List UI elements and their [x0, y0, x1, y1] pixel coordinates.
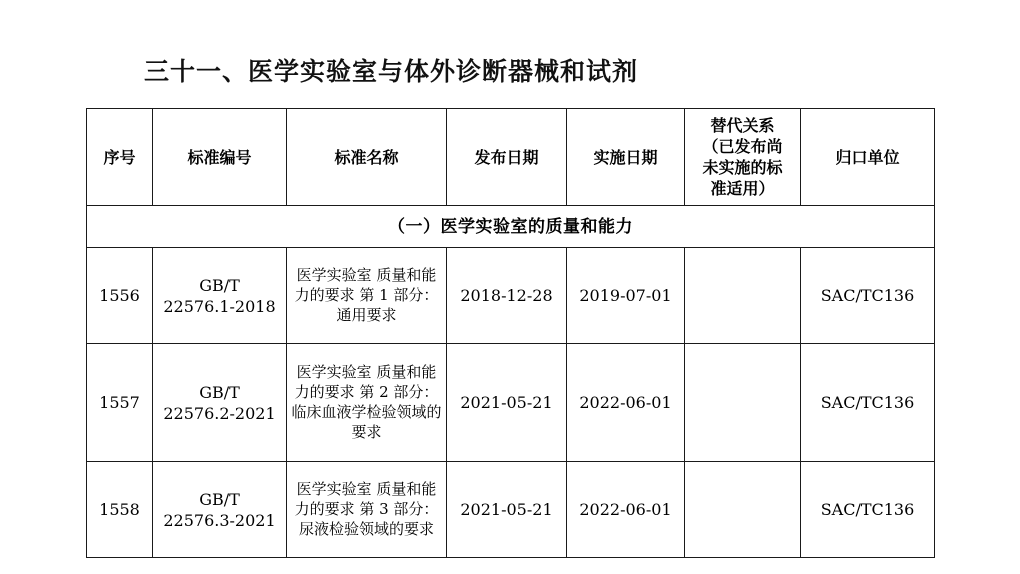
cell-no: 1557 [87, 344, 153, 462]
cell-code-line2: 22576.1-2018 [163, 296, 276, 316]
table-row [87, 344, 935, 462]
cell-published: 2021-05-21 [447, 344, 567, 462]
cell-code-line2: 22576.2-2021 [163, 403, 276, 423]
cell-name: 医学实验室 质量和能力的要求 第 3 部分：尿液检验领域的要求 [287, 462, 447, 558]
header-cell-implemented: 实施日期 [567, 109, 685, 206]
standards-table [86, 108, 935, 558]
cell-implemented: 2019-07-01 [567, 248, 685, 344]
cell-code-line1: GB/T [199, 489, 240, 509]
cell-code [153, 344, 287, 462]
cell-published: 2021-05-21 [447, 462, 567, 558]
cell-name: 医学实验室 质量和能力的要求 第 2 部分：临床血液学检验领域的要求 [287, 344, 447, 462]
table-row [87, 462, 935, 558]
cell-org: SAC/TC136 [801, 344, 935, 462]
header-cell-replaces [685, 109, 801, 206]
header-cell-org: 归口单位 [801, 109, 935, 206]
cell-published: 2018-12-28 [447, 248, 567, 344]
section-title: （一）医学实验室的质量和能力 [87, 206, 935, 248]
cell-org: SAC/TC136 [801, 248, 935, 344]
table-section-row [87, 206, 935, 248]
cell-code-line1: GB/T [199, 275, 240, 295]
cell-implemented: 2022-06-01 [567, 344, 685, 462]
header-replace-line-2: （已发布尚 [702, 137, 783, 157]
cell-org: SAC/TC136 [801, 462, 935, 558]
table-row [87, 248, 935, 344]
cell-replaces [685, 248, 801, 344]
table-header [87, 109, 935, 206]
header-cell-code: 标准编号 [153, 109, 287, 206]
cell-replaces [685, 462, 801, 558]
header-replace-line-3: 未实施的标 [702, 158, 783, 178]
header-cell-no: 序号 [87, 109, 153, 206]
cell-name: 医学实验室 质量和能力的要求 第 1 部分：通用要求 [287, 248, 447, 344]
cell-code [153, 248, 287, 344]
cell-replaces [685, 344, 801, 462]
cell-implemented: 2022-06-01 [567, 462, 685, 558]
header-cell-published: 发布日期 [447, 109, 567, 206]
header-replace-line-4: 准适用） [710, 179, 775, 199]
cell-no: 1556 [87, 248, 153, 344]
header-replace-line-1: 替代关系 [710, 116, 775, 135]
header-cell-name: 标准名称 [287, 109, 447, 206]
table-body [87, 206, 935, 558]
header-row [87, 109, 935, 206]
page-title: 三十一、医学实验室与体外诊断器械和试剂 [144, 57, 639, 86]
cell-code-line2: 22576.3-2021 [163, 510, 276, 530]
cell-code [153, 462, 287, 558]
cell-code-line1: GB/T [199, 382, 240, 402]
cell-no: 1558 [87, 462, 153, 558]
